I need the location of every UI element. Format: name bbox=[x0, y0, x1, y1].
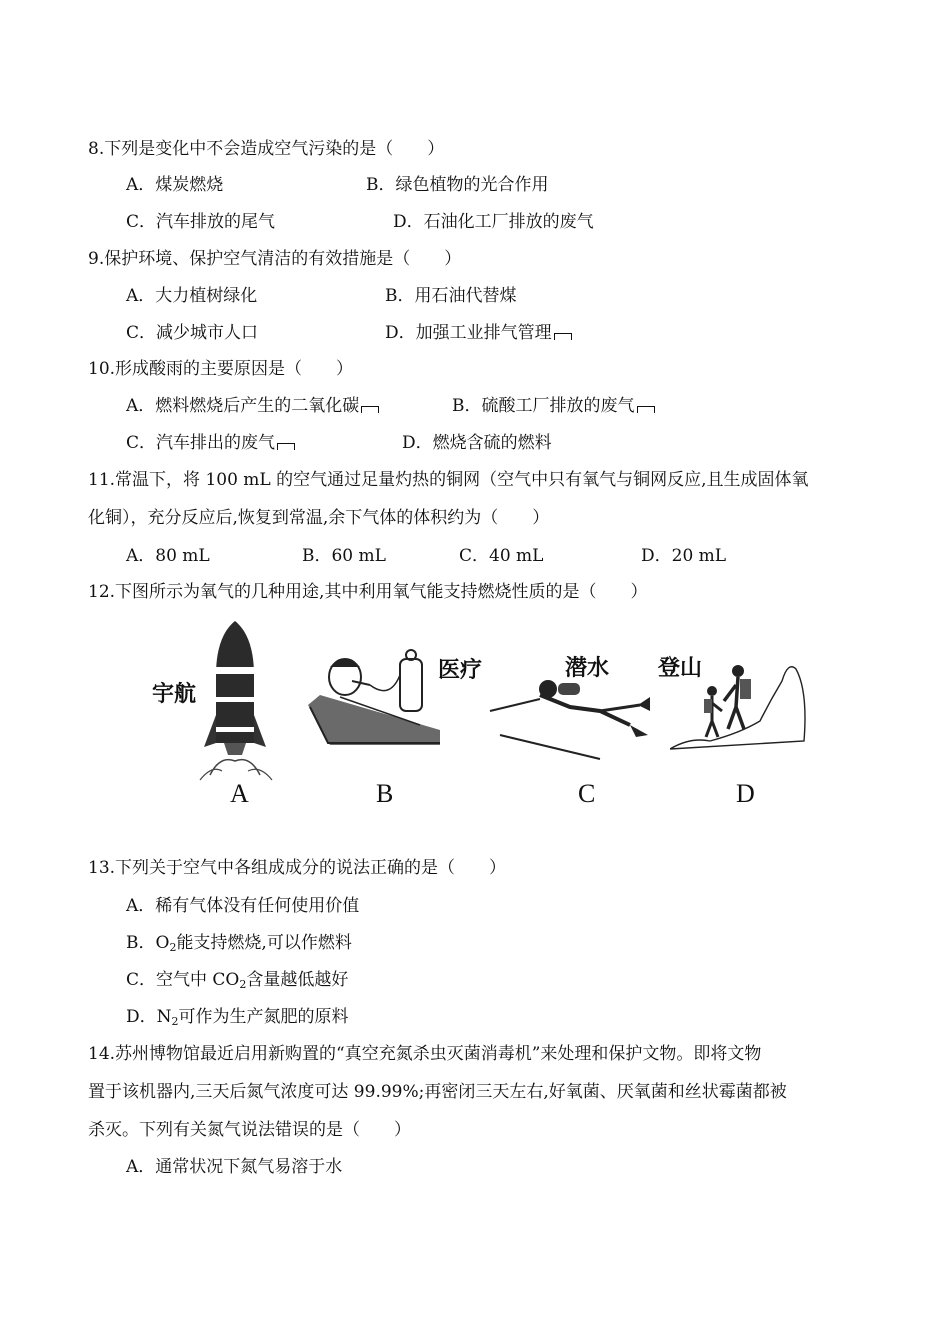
figure-letter-d: D bbox=[736, 779, 755, 808]
small-bracket-mark bbox=[361, 406, 379, 413]
q13-option-c-pre: C．空气中 CO bbox=[126, 970, 240, 990]
caption-mountaineering: 登山 bbox=[658, 655, 703, 680]
q12-stem: 12.下图所示为氧气的几种用途,其中利用氧气能支持燃烧性质的是（ ） bbox=[88, 582, 648, 602]
patient-oxygen-illustration bbox=[300, 645, 450, 760]
small-bracket-mark bbox=[637, 406, 655, 413]
q10-option-d: D．燃烧含硫的燃料 bbox=[402, 433, 552, 453]
q9-stem: 9.保护环境、保护空气清洁的有效措施是（ ） bbox=[88, 249, 462, 269]
subscript: 2 bbox=[169, 941, 177, 954]
q9-option-a: A．大力植树绿化 bbox=[126, 286, 258, 306]
q13-option-d-pre: D．N bbox=[126, 1007, 172, 1027]
q13-option-a: A．稀有气体没有任何使用价值 bbox=[126, 896, 360, 916]
q13-option-d-post: 可作为生产氮肥的原料 bbox=[178, 1007, 349, 1027]
q13-option-b-pre: B．O bbox=[126, 933, 170, 953]
q10-option-c-wrap bbox=[126, 432, 295, 454]
q9-option-d-wrap bbox=[385, 322, 572, 344]
caption-diving: 潜水 bbox=[565, 655, 610, 680]
q8-option-d: D．石油化工厂排放的废气 bbox=[393, 212, 594, 232]
q8-option-a: A．煤炭燃烧 bbox=[126, 175, 224, 195]
q8-option-c: C．汽车排放的尾气 bbox=[126, 212, 276, 232]
figure-letter-b: B bbox=[376, 779, 394, 808]
q11-option-a: A．80 mL bbox=[126, 546, 210, 566]
q8-option-b: B．绿色植物的光合作用 bbox=[366, 175, 549, 195]
q10-option-b-wrap bbox=[452, 395, 655, 417]
q10-option-b: B．硫酸工厂排放的废气 bbox=[452, 396, 635, 416]
q10-option-c: C．汽车排出的废气 bbox=[126, 433, 276, 453]
diver-illustration bbox=[480, 675, 650, 765]
q14-option-a: A．通常状况下氮气易溶于水 bbox=[126, 1157, 343, 1177]
q11-option-b: B．60 mL bbox=[302, 546, 386, 566]
q10-option-a-wrap bbox=[126, 395, 379, 417]
subscript: 2 bbox=[171, 1015, 179, 1028]
q8-stem: 8.下列是变化中不会造成空气污染的是（ ） bbox=[88, 139, 445, 159]
q9-option-d: D．加强工业排气管理 bbox=[385, 323, 552, 343]
q14-stem-line1: 14.苏州博物馆最近启用新购置的“真空充氮杀虫灭菌消毒机”来处理和保护文物。即将文物 bbox=[88, 1044, 762, 1064]
q11-option-d: D．20 mL bbox=[641, 546, 727, 566]
subscript: 2 bbox=[239, 978, 247, 991]
q11-stem-line2: 化铜），充分反应后,恢复到常温,余下气体的体积约为（ ） bbox=[88, 508, 550, 528]
rocket-illustration bbox=[190, 615, 280, 785]
q9-option-c: C．减少城市人口 bbox=[126, 323, 259, 343]
q10-option-a: A．燃料燃烧后产生的二氧化碳 bbox=[126, 396, 360, 416]
caption-medical: 医疗 bbox=[438, 657, 483, 682]
q13-option-c bbox=[126, 969, 348, 996]
q13-option-b bbox=[126, 932, 352, 959]
oxygen-uses-figure bbox=[150, 615, 810, 815]
caption-space-flight: 宇航 bbox=[152, 681, 197, 706]
q13-option-d bbox=[126, 1006, 349, 1033]
figure-letter-a: A bbox=[230, 779, 249, 808]
q13-option-b-post: 能支持燃烧,可以作燃料 bbox=[176, 933, 352, 953]
q11-stem-line1: 11.常温下，将 100 mL 的空气通过足量灼热的铜网（空气中只有氧气与铜网反应,且生成固体氧 bbox=[88, 470, 809, 490]
q14-stem-line2: 置于该机器内,三天后氮气浓度可达 99.99%;再密闭三天左右,好氧菌、厌氧菌和丝状霉菌都被 bbox=[88, 1082, 787, 1102]
q10-stem: 10.形成酸雨的主要原因是（ ） bbox=[88, 359, 354, 379]
q13-stem: 13.下列关于空气中各组成成分的说法正确的是（ ） bbox=[88, 858, 507, 878]
small-bracket-mark bbox=[277, 443, 295, 450]
q9-option-b: B．用石油代替煤 bbox=[385, 286, 517, 306]
small-bracket-mark bbox=[554, 333, 572, 340]
q13-option-c-post: 含量越低越好 bbox=[246, 970, 349, 990]
q14-stem-line3: 杀灭。下列有关氮气说法错误的是（ ） bbox=[88, 1120, 411, 1140]
figure-letter-c: C bbox=[578, 779, 596, 808]
q11-option-c: C．40 mL bbox=[459, 546, 544, 566]
